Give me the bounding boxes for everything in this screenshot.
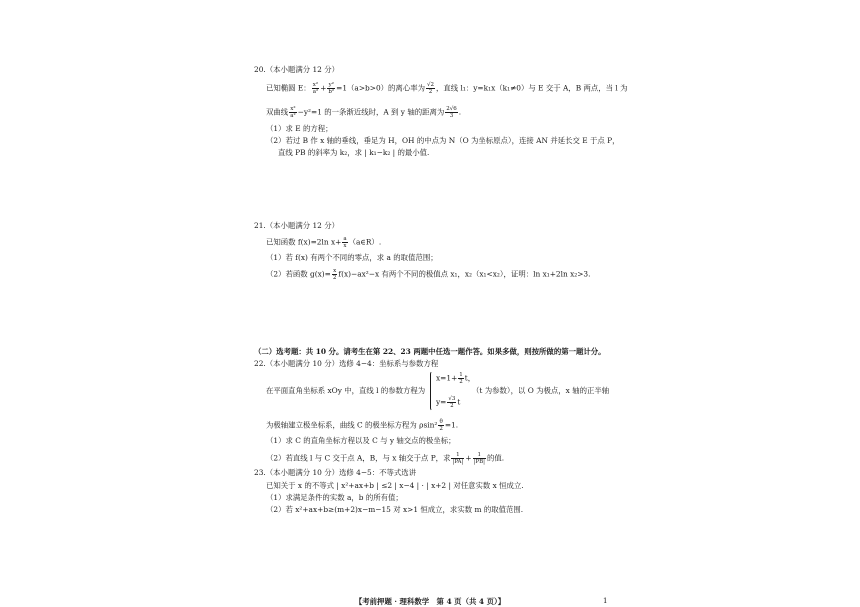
q23-part1: （1）求满足条件的实数 a，b 的所有值； (266, 493, 403, 502)
q20-part2-line2: 直线 PB 的斜率为 k₂，求 | k₁−k₂ | 的最小值. (278, 148, 430, 157)
q22-statement-line2: 为极轴建立极坐标系，曲线 C 的极坐标方程为 ρsin² $\frac{\theta}{2}$ =1. (266, 419, 459, 432)
q22-statement-left: 在平面直角坐标系 xOy 中，直线 l 的参数方程为 (266, 386, 426, 395)
q20-part2-line1: （2）若过 B 作 x 轴的垂线，垂足为 H，OH 的中点为 N（O 为坐标原点），连接 AN 并延长交 E 于点 P， (266, 136, 620, 145)
q20-header: 20.（本小题满分 12 分） (254, 65, 339, 74)
q22-system-brace (430, 371, 435, 411)
q22-statement-right: （t 为参数），以 O 为极点，x 轴的正半轴 (472, 386, 610, 395)
q22-eq-y: y= $\frac{√3}{2}$ t (436, 396, 461, 409)
q21-part2: （2）若函数 g(x)= $\frac{x}{2}$ f(x)−ax²−x 有两个不同的极值点 x₁，x₂（x₁<x₂），证明：ln x₁+2ln x₂>3. (266, 268, 591, 281)
q23-part2: （2）若 x²+ax+b≥(m+2)x−m−15 对 x>1 恒成立，求实数 m 的取值范围. (266, 505, 524, 514)
q20-statement-line1: 已知椭圆 E： $\frac{\text{x²}}{\text{a²}}$ + $\frac{\text{y²}}{\text{b²}}$ =1（a>b>0）的离心率为 $\frac{√2}{2}$ ，直线 l₁：y=k₁x（k₁≠0）与 E 交于 A，B 两点，当 l 为 (266, 82, 628, 95)
q22-part2: （2）若直线 l 与 C 交于点 A，B，与 x 轴交于点 P，求 $\frac{1}{|PA|}$ + $\frac{1}{|PB|}$ 的值. (266, 452, 505, 465)
page-footer: 【考前押题 · 理科数学 第 4 页（共 4 页）】 (354, 597, 506, 606)
q21-statement: 已知函数 f(x)=2ln x+ $\frac{a}{x}$ （a∈R）. (266, 236, 382, 249)
q22-part1: （1）求 C 的直角坐标方程以及 C 与 y 轴交点的极坐标； (266, 436, 456, 445)
q21-part1: （1）若 f(x) 有两个不同的零点，求 a 的取值范围； (266, 253, 438, 262)
q22-eq-x: x=1+ $\frac{1}{2}$ t， (436, 372, 476, 385)
corner-mark: 1 (603, 597, 608, 605)
q21-header: 21.（本小题满分 12 分） (254, 221, 339, 230)
section2-header: （二）选考题：共 10 分。请考生在第 22、23 两题中任选一题作答。如果多做，则按所做的第一题计分。 (254, 347, 606, 356)
q22-header: 22.（本小题满分 10 分）选修 4−4：坐标系与参数方程 (254, 359, 439, 368)
q20-statement-line2: 双曲线 $\frac{\text{x²}}{\text{a²}}$ −y²=1 的一条渐近线时，A 到 y 轴的距离为 $\frac{2√6}{3}$ . (266, 106, 462, 119)
q23-statement: 已知关于 x 的不等式 | x²+ax+b | ≤2 | x−4 | · | x+2 | 对任意实数 x 恒成立. (266, 481, 524, 490)
q23-header: 23.（本小题满分 10 分）选修 4−5：不等式选讲 (254, 468, 417, 477)
q20-part1: （1）求 E 的方程； (266, 124, 333, 133)
